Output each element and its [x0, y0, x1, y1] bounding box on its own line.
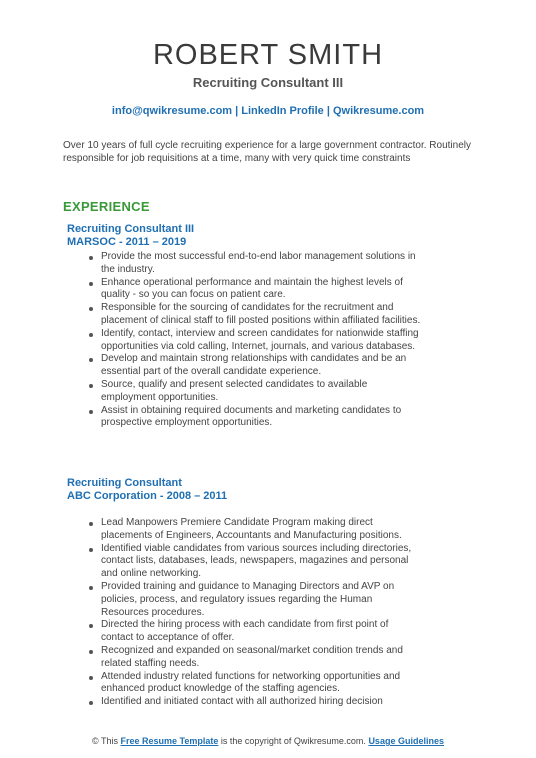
job-company: ABC Corporation - 2008 – 2011: [67, 490, 228, 502]
bullet-item: Lead Manpowers Premiere Candidate Program making direct placements of Engineers, Accountants and Manufacturing positions.: [67, 517, 421, 543]
job-company: MARSOC - 2011 – 2019: [67, 236, 187, 248]
bullet-item: Identified and initiated contact with all authorized hiring decision: [67, 696, 421, 709]
bullet-item: Identified viable candidates from various sources including directories, contact lists, databases, leads, newspapers, magazines and personal and online networking.: [67, 543, 421, 581]
footer-middle: is the copyright of Qwikresume.com.: [218, 736, 369, 746]
job-bullets: [67, 251, 467, 430]
bullet-item: Directed the hiring process with each candidate from first point of contact to acceptance of offer.: [67, 619, 421, 645]
bullet-item: Develop and maintain strong relationships with candidates and be an essential part of the overall candidate experience.: [67, 353, 421, 379]
contact-line: [0, 104, 536, 118]
contact-separator: |: [232, 105, 242, 117]
job-entry-2: [67, 477, 467, 709]
job-role: Recruiting Consultant: [67, 477, 182, 489]
bullet-item: Identify, contact, interview and screen candidates for nationwide staffing opportunities via cold calling, Internet, journals, and various databases.: [67, 328, 421, 354]
job-role: Recruiting Consultant III: [67, 223, 195, 235]
free-resume-template-link[interactable]: Free Resume Template: [120, 736, 219, 746]
job-entry-1: [67, 223, 467, 430]
bullet-item: Provided training and guidance to Managing Directors and AVP on policies, process, and regulatory issues regarding the Human Resources procedures.: [67, 581, 421, 619]
website-link[interactable]: Qwikresume.com: [332, 105, 425, 117]
candidate-name: ROBERT SMITH: [152, 39, 384, 71]
bullet-item: Recognized and expanded on seasonal/market condition trends and related staffing needs.: [67, 645, 421, 671]
bullet-item: Attended industry related functions for networking opportunities and enhanced product knowledge of the staffing agencies.: [67, 671, 421, 697]
job-bullets: [67, 517, 467, 709]
email-link[interactable]: info@qwikresume.com: [111, 105, 233, 117]
summary-paragraph: Over 10 years of full cycle recruiting experience for a large government contractor. Routinely responsible for job requisitions at a time, many with very quick time constraints: [63, 140, 471, 164]
bullet-item: Provide the most successful end-to-end labor management solutions in the industry.: [67, 251, 421, 277]
linkedin-link[interactable]: LinkedIn Profile: [241, 105, 324, 117]
usage-guidelines-link[interactable]: Usage Guidelines: [368, 736, 444, 746]
experience-heading: EXPERIENCE: [63, 199, 150, 214]
bullet-item: Responsible for the sourcing of candidates for the recruitment and placement of clinical staff to fill posted positions within affiliated facilities.: [67, 302, 421, 328]
footer-prefix: © This: [92, 736, 121, 746]
bullet-item: Assist in obtaining required documents and marketing candidates to prospective employment opportunities.: [67, 405, 421, 431]
bullet-item: Source, qualify and present selected candidates to available employment opportunities.: [67, 379, 421, 405]
candidate-title: Recruiting Consultant III: [192, 75, 344, 90]
contact-separator: |: [323, 105, 333, 117]
bullet-item: Enhance operational performance and maintain the highest levels of quality - so you can focus on patient care.: [67, 277, 421, 303]
copyright-footer: [0, 735, 536, 747]
